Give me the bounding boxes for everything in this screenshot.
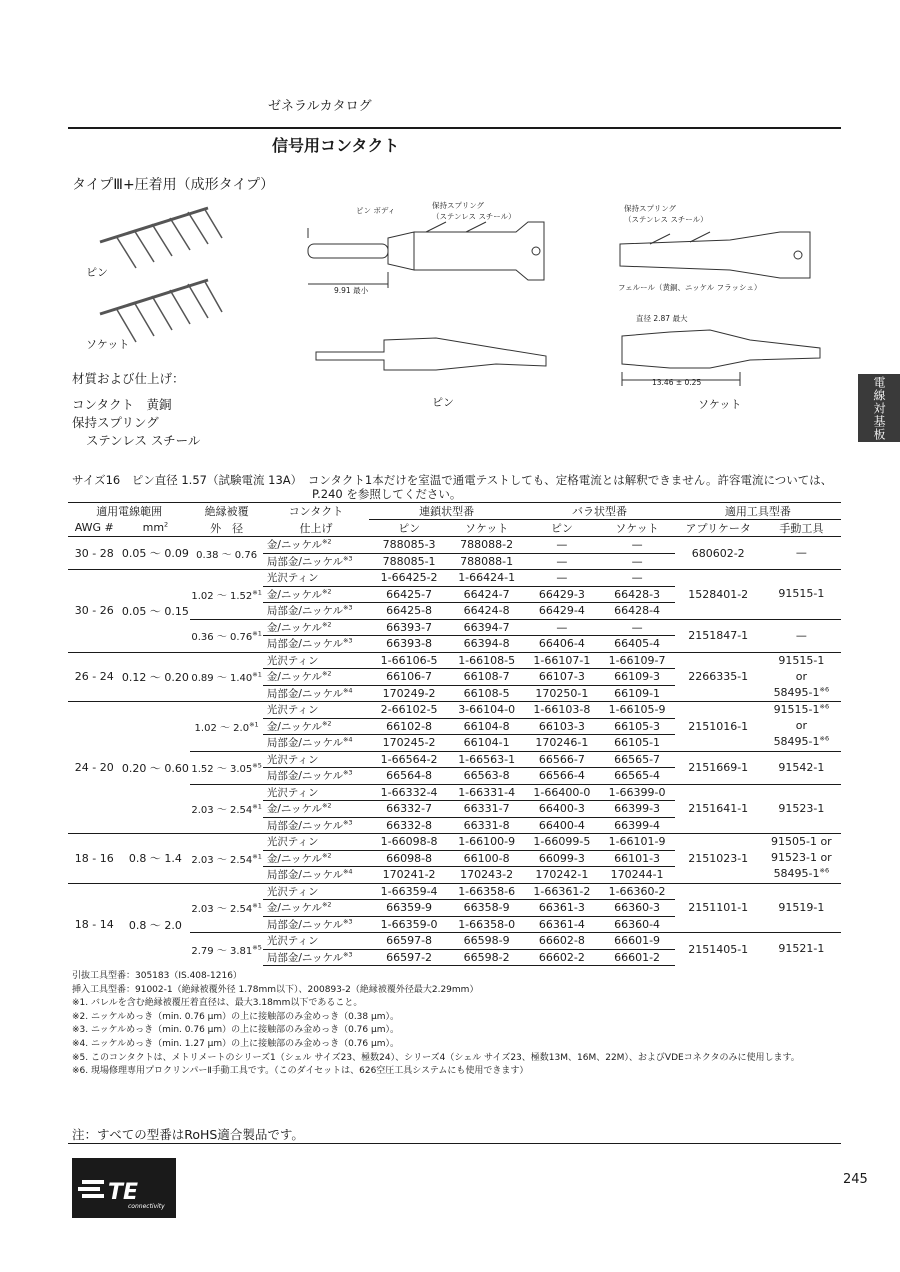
th-chain: 連鎖状型番 bbox=[369, 503, 524, 520]
th-chain-pin: ピン bbox=[369, 520, 449, 537]
cell-chain-pin: 66425-7 bbox=[369, 586, 449, 603]
cell-loose-socket: 66601-9 bbox=[599, 933, 674, 950]
cell-finish: 光沢ティン bbox=[263, 834, 369, 851]
cell-applicator: 2151405-1 bbox=[675, 933, 762, 966]
cell-loose-socket: — bbox=[599, 619, 674, 636]
th-mm2: $mm^2$ bbox=[120, 520, 190, 537]
cell-chain-pin: 788085-3 bbox=[369, 537, 449, 554]
cell-finish: 局部金/ニッケル$^{※3}$ bbox=[263, 553, 369, 570]
cell-loose-pin: 66429-3 bbox=[524, 586, 599, 603]
logo-sub: connectivity bbox=[128, 1203, 165, 1210]
page-title: 信号用コンタクト bbox=[272, 136, 400, 155]
cell-chain-pin: 66393-8 bbox=[369, 636, 449, 653]
th-diameter: 外 径 bbox=[190, 520, 262, 537]
table-header-row bbox=[68, 503, 841, 520]
cell-finish: 局部金/ニッケル$^{※3}$ bbox=[263, 636, 369, 653]
table-row bbox=[68, 537, 841, 554]
th-chain-socket: ソケット bbox=[449, 520, 524, 537]
th-loose-socket: ソケット bbox=[599, 520, 674, 537]
cell-chain-pin: 170249-2 bbox=[369, 685, 449, 702]
cell-loose-socket: 66105-1 bbox=[599, 735, 674, 752]
cell-loose-pin: 170250-1 bbox=[524, 685, 599, 702]
cell-applicator: 2266335-1 bbox=[675, 652, 762, 702]
cell-chain-pin: 66106-7 bbox=[369, 669, 449, 686]
th-awg: AWG # bbox=[68, 520, 120, 537]
cell-chain-socket: 1-66424-1 bbox=[449, 570, 524, 587]
cell-chain-socket: 788088-1 bbox=[449, 553, 524, 570]
label-diameter: 直径 2.87 最大 bbox=[636, 314, 688, 323]
cell-chain-pin: 2-66102-5 bbox=[369, 702, 449, 719]
catalog-label: ゼネラルカタログ bbox=[268, 99, 372, 114]
cell-loose-pin: 66602-8 bbox=[524, 933, 599, 950]
cell-chain-socket: 1-66563-1 bbox=[449, 751, 524, 768]
th-finish: 仕上げ bbox=[263, 520, 369, 537]
cell-chain-socket: 66424-8 bbox=[449, 603, 524, 620]
cell-insulation: 2.03 ～ 2.54$^{※1}$ bbox=[190, 834, 262, 884]
label-socket-spring-b: （ステンレス スチール） bbox=[624, 215, 708, 224]
cell-loose-pin: 170242-1 bbox=[524, 867, 599, 884]
label-dim-socket: 13.46 ± 0.25 bbox=[652, 378, 702, 387]
photo-label-pin: ピン bbox=[86, 266, 108, 279]
page-number: 245 bbox=[843, 1172, 868, 1187]
cell-finish: 局部金/ニッケル$^{※4}$ bbox=[263, 735, 369, 752]
footnote: ※4. ニッケルめっき（min. 1.27 μm）の上に接触部のみ金めっき（0.76 μm）。 bbox=[72, 1038, 399, 1049]
footnote: ※6. 現場修理専用プロクリンパーⅡ手動工具です。（このダイセットは、626空圧工具システムにも使用できます） bbox=[72, 1066, 529, 1077]
cell-chain-socket: 66331-8 bbox=[449, 817, 524, 834]
cell-hand-tool: 91542-1 bbox=[762, 751, 841, 784]
cell-loose-socket: 66109-3 bbox=[599, 669, 674, 686]
photo-label-socket: ソケット bbox=[86, 338, 130, 351]
cell-chain-socket: 66394-7 bbox=[449, 619, 524, 636]
cell-insulation: 1.02 ～ 1.52$^{※1}$ bbox=[190, 570, 262, 620]
cell-loose-socket: 66360-3 bbox=[599, 900, 674, 917]
cell-loose-socket: 66360-4 bbox=[599, 916, 674, 933]
th-insulation: 絶縁被覆 bbox=[190, 503, 262, 520]
cell-loose-pin: 66429-4 bbox=[524, 603, 599, 620]
cell-finish: 金/ニッケル$^{※2}$ bbox=[263, 619, 369, 636]
cell-loose-pin: 66400-4 bbox=[524, 817, 599, 834]
cell-chain-pin: 66393-7 bbox=[369, 619, 449, 636]
cell-chain-socket: 66394-8 bbox=[449, 636, 524, 653]
cell-finish: 局部金/ニッケル$^{※3}$ bbox=[263, 768, 369, 785]
cell-hand-tool: 91515-1 or 58495-1$^{※6}$ bbox=[762, 652, 841, 702]
rohs-note: 注：すべての型番はRoHS適合製品です。 bbox=[72, 1127, 304, 1142]
cell-finish: 局部金/ニッケル$^{※4}$ bbox=[263, 685, 369, 702]
cell-loose-pin: — bbox=[524, 553, 599, 570]
cell-hand-tool: 91521-1 bbox=[762, 933, 841, 966]
material-heading: 材質および仕上げ： bbox=[72, 371, 185, 386]
cell-chain-socket: 66563-8 bbox=[449, 768, 524, 785]
cell-chain-socket: 66104-1 bbox=[449, 735, 524, 752]
cell-chain-socket: 66598-9 bbox=[449, 933, 524, 950]
cell-chain-pin: 66359-9 bbox=[369, 900, 449, 917]
cell-hand-tool: 91515-1$^{※6}$ or 58495-1$^{※6}$ bbox=[762, 702, 841, 752]
table-row bbox=[68, 883, 841, 900]
cell-loose-pin: — bbox=[524, 619, 599, 636]
side-tab[interactable]: 電線対基板 bbox=[858, 374, 900, 442]
size-info-line1: サイズ16 ピン直径 1.57（試験電流 13A） コンタクト1本だけを室温で通電テストしても、定格電流とは解釈できません。許容電流については、 bbox=[72, 473, 833, 487]
cell-finish: 金/ニッケル$^{※2}$ bbox=[263, 586, 369, 603]
label-ferrule: フェルール（黄銅、ニッケル フラッシュ） bbox=[618, 283, 762, 292]
cell-finish: 金/ニッケル$^{※2}$ bbox=[263, 718, 369, 735]
cell-chain-socket: 66598-2 bbox=[449, 949, 524, 966]
socket-drawing bbox=[610, 224, 840, 396]
cell-chain-pin: 66102-8 bbox=[369, 718, 449, 735]
cell-chain-pin: 1-66098-8 bbox=[369, 834, 449, 851]
cell-chain-pin: 170241-2 bbox=[369, 867, 449, 884]
cell-chain-pin: 1-66564-2 bbox=[369, 751, 449, 768]
cell-loose-pin: 1-66107-1 bbox=[524, 652, 599, 669]
th-tooling: 適用工具型番 bbox=[675, 503, 841, 520]
cell-chain-socket: 1-66108-5 bbox=[449, 652, 524, 669]
th-wire-range: 適用電線範囲 bbox=[68, 503, 190, 520]
cell-finish: 局部金/ニッケル$^{※3}$ bbox=[263, 916, 369, 933]
cell-loose-socket: 66399-4 bbox=[599, 817, 674, 834]
cell-loose-pin: 66406-4 bbox=[524, 636, 599, 653]
footnote: ※5. このコンタクトは、メトリメートのシリーズ1（シェル サイズ23、極数24）、シリーズ4（シェル サイズ23、極数13M、16M、22M）、およびVDEコネクタのみに使用します。 bbox=[72, 1052, 800, 1063]
cell-finish: 局部金/ニッケル$^{※3}$ bbox=[263, 817, 369, 834]
cell-chain-socket: 66331-7 bbox=[449, 801, 524, 818]
cell-awg: 24 - 20 bbox=[68, 702, 120, 834]
cell-awg: 30 - 26 bbox=[68, 570, 120, 653]
cell-hand-tool: 91515-1 bbox=[762, 570, 841, 620]
table-row bbox=[68, 570, 841, 587]
cell-loose-pin: 66103-3 bbox=[524, 718, 599, 735]
cell-chain-pin: 66597-8 bbox=[369, 933, 449, 950]
cell-loose-pin: 66099-3 bbox=[524, 850, 599, 867]
cell-chain-socket: 66108-7 bbox=[449, 669, 524, 686]
cell-loose-pin: — bbox=[524, 537, 599, 554]
cell-awg: 30 - 28 bbox=[68, 537, 120, 570]
cell-finish: 金/ニッケル$^{※2}$ bbox=[263, 537, 369, 554]
cell-insulation: 0.36 ～ 0.76$^{※1}$ bbox=[190, 619, 262, 652]
cell-chain-pin: 66332-8 bbox=[369, 817, 449, 834]
cell-insulation: 1.52 ～ 3.05$^{※5}$ bbox=[190, 751, 262, 784]
cell-mm2: 0.8 ～ 2.0 bbox=[120, 883, 190, 966]
cell-insulation: 1.02 ～ 2.0$^{※1}$ bbox=[190, 702, 262, 752]
label-spring-a: 保持スプリング bbox=[432, 201, 485, 210]
cell-finish: 光沢ティン bbox=[263, 751, 369, 768]
cell-insulation: 0.89 ～ 1.40$^{※1}$ bbox=[190, 652, 262, 702]
bottom-rule bbox=[68, 1143, 841, 1144]
cell-finish: 局部金/ニッケル$^{※3}$ bbox=[263, 603, 369, 620]
cell-finish: 局部金/ニッケル$^{※3}$ bbox=[263, 949, 369, 966]
cell-loose-socket: 170244-1 bbox=[599, 867, 674, 884]
size-info-line2: P.240 を参照してください。 bbox=[312, 487, 462, 501]
te-logo-icon bbox=[72, 1158, 176, 1218]
cell-loose-socket: 1-66101-9 bbox=[599, 834, 674, 851]
cell-applicator: 2151023-1 bbox=[675, 834, 762, 884]
footnote: 引抜工具型番：305183（IS.408-1216） bbox=[72, 971, 242, 981]
cell-loose-socket: 66428-4 bbox=[599, 603, 674, 620]
cell-loose-pin: 66361-4 bbox=[524, 916, 599, 933]
cell-finish: 金/ニッケル$^{※2}$ bbox=[263, 900, 369, 917]
pin-drawing bbox=[296, 208, 566, 408]
cell-loose-pin: 66602-2 bbox=[524, 949, 599, 966]
cell-loose-socket: — bbox=[599, 537, 674, 554]
cell-chain-pin: 170245-2 bbox=[369, 735, 449, 752]
footnote: 挿入工具型番：91002-1（絶縁被覆外径 1.78mm以下）、200893-2（絶縁被覆外径最大2.29mm） bbox=[72, 984, 479, 995]
cell-finish: 金/ニッケル$^{※2}$ bbox=[263, 669, 369, 686]
te-logo bbox=[72, 1158, 176, 1218]
cell-chain-socket: 170243-2 bbox=[449, 867, 524, 884]
cell-insulation: 0.38 ～ 0.76 bbox=[190, 537, 262, 570]
cell-chain-pin: 1-66106-5 bbox=[369, 652, 449, 669]
cell-chain-socket: 3-66104-0 bbox=[449, 702, 524, 719]
cell-chain-pin: 66332-7 bbox=[369, 801, 449, 818]
cell-loose-pin: 66566-4 bbox=[524, 768, 599, 785]
label-spring-b: （ステンレス スチール） bbox=[432, 212, 516, 221]
cell-loose-socket: 1-66105-9 bbox=[599, 702, 674, 719]
cell-loose-socket: 66399-3 bbox=[599, 801, 674, 818]
material-spring: 保持スプリング bbox=[72, 415, 159, 430]
th-loose-pin: ピン bbox=[524, 520, 599, 537]
cell-hand-tool: — bbox=[762, 619, 841, 652]
cell-insulation: 2.03 ～ 2.54$^{※1}$ bbox=[190, 784, 262, 834]
cell-finish: 光沢ティン bbox=[263, 784, 369, 801]
table-row bbox=[68, 702, 841, 719]
cell-loose-socket: 66109-1 bbox=[599, 685, 674, 702]
spec-table bbox=[68, 502, 841, 966]
cell-chain-socket: 1-66331-4 bbox=[449, 784, 524, 801]
cell-loose-socket: 66105-3 bbox=[599, 718, 674, 735]
cell-chain-pin: 1-66359-4 bbox=[369, 883, 449, 900]
cell-chain-socket: 1-66100-9 bbox=[449, 834, 524, 851]
cell-loose-socket: 1-66399-0 bbox=[599, 784, 674, 801]
contact-photos bbox=[98, 202, 228, 352]
cell-loose-socket: 66101-3 bbox=[599, 850, 674, 867]
cell-mm2: 0.8 ～ 1.4 bbox=[120, 834, 190, 884]
label-pin-body: ピン ボディ bbox=[356, 206, 396, 215]
cell-mm2: 0.20 ～ 0.60 bbox=[120, 702, 190, 834]
th-hand-tool: 手動工具 bbox=[762, 520, 841, 537]
cell-loose-pin: 66361-3 bbox=[524, 900, 599, 917]
cell-chain-socket: 66424-7 bbox=[449, 586, 524, 603]
cell-awg: 18 - 16 bbox=[68, 834, 120, 884]
cell-loose-socket: 66428-3 bbox=[599, 586, 674, 603]
cell-chain-pin: 788085-1 bbox=[369, 553, 449, 570]
cell-finish: 光沢ティン bbox=[263, 652, 369, 669]
cell-loose-pin: 170246-1 bbox=[524, 735, 599, 752]
label-socket-spring-a: 保持スプリング bbox=[624, 204, 677, 213]
cell-loose-pin: 66400-3 bbox=[524, 801, 599, 818]
cell-chain-pin: 66098-8 bbox=[369, 850, 449, 867]
cell-applicator: 2151847-1 bbox=[675, 619, 762, 652]
cell-hand-tool: 91519-1 bbox=[762, 883, 841, 933]
footnote: ※1. バレルを含む絶縁被覆圧着直径は、最大3.18mm以下であること。 bbox=[72, 998, 363, 1009]
cell-mm2: 0.05 ～ 0.15 bbox=[120, 570, 190, 653]
cell-loose-socket: 1-66109-7 bbox=[599, 652, 674, 669]
cell-loose-socket: 66565-7 bbox=[599, 751, 674, 768]
cell-loose-pin: 66566-7 bbox=[524, 751, 599, 768]
cell-loose-socket: 66565-4 bbox=[599, 768, 674, 785]
cell-finish: 金/ニッケル$^{※2}$ bbox=[263, 801, 369, 818]
cell-hand-tool: 91505-1 or 91523-1 or 58495-1$^{※6}$ bbox=[762, 834, 841, 884]
table-row bbox=[68, 834, 841, 851]
cell-awg: 26 - 24 bbox=[68, 652, 120, 702]
cell-chain-socket: 66358-9 bbox=[449, 900, 524, 917]
cell-loose-pin: — bbox=[524, 570, 599, 587]
label-dim-pin: 9.91 最小 bbox=[334, 286, 369, 295]
cell-finish: 局部金/ニッケル$^{※4}$ bbox=[263, 867, 369, 884]
cell-finish: 光沢ティン bbox=[263, 883, 369, 900]
cell-mm2: 0.12 ～ 0.20 bbox=[120, 652, 190, 702]
cell-loose-pin: 1-66400-0 bbox=[524, 784, 599, 801]
caption-socket: ソケット bbox=[698, 398, 742, 411]
cell-finish: 金/ニッケル$^{※2}$ bbox=[263, 850, 369, 867]
cell-applicator: 2151016-1 bbox=[675, 702, 762, 752]
cell-chain-pin: 66564-8 bbox=[369, 768, 449, 785]
cell-applicator: 2151669-1 bbox=[675, 751, 762, 784]
cell-loose-socket: — bbox=[599, 570, 674, 587]
cell-applicator: 680602-2 bbox=[675, 537, 762, 570]
material-block bbox=[72, 370, 200, 450]
cell-finish: 光沢ティン bbox=[263, 702, 369, 719]
cell-chain-socket: 66104-8 bbox=[449, 718, 524, 735]
logo-text: TE bbox=[108, 1180, 139, 1205]
footnote: ※2. ニッケルめっき（min. 0.76 μm）の上に接触部のみ金めっき（0.38 μm）。 bbox=[72, 1011, 399, 1022]
th-applicator: アプリケータ bbox=[675, 520, 762, 537]
cell-chain-pin: 1-66359-0 bbox=[369, 916, 449, 933]
material-spring-mat: ステンレス スチール bbox=[86, 433, 201, 448]
cell-chain-pin: 66425-8 bbox=[369, 603, 449, 620]
th-loose: バラ状型番 bbox=[524, 503, 674, 520]
footnotes bbox=[72, 970, 800, 1079]
cell-insulation: 2.03 ～ 2.54$^{※1}$ bbox=[190, 883, 262, 933]
cell-chain-socket: 788088-2 bbox=[449, 537, 524, 554]
cell-loose-pin: 66107-3 bbox=[524, 669, 599, 686]
footnote: ※3. ニッケルめっき（min. 0.76 μm）の上に接触部のみ金めっき（0.76 μm）。 bbox=[72, 1025, 399, 1036]
title-rule bbox=[68, 127, 841, 129]
cell-chain-socket: 1-66358-6 bbox=[449, 883, 524, 900]
cell-loose-socket: 66601-2 bbox=[599, 949, 674, 966]
cell-hand-tool: 91523-1 bbox=[762, 784, 841, 834]
cell-loose-socket: — bbox=[599, 553, 674, 570]
cell-applicator: 2151101-1 bbox=[675, 883, 762, 933]
table-row bbox=[68, 652, 841, 669]
cell-applicator: 2151641-1 bbox=[675, 784, 762, 834]
cell-applicator: 1528401-2 bbox=[675, 570, 762, 620]
th-contact: コンタクト bbox=[263, 503, 369, 520]
cell-loose-pin: 1-66103-8 bbox=[524, 702, 599, 719]
cell-loose-pin: 1-66099-5 bbox=[524, 834, 599, 851]
cell-awg: 18 - 14 bbox=[68, 883, 120, 966]
cell-loose-socket: 66405-4 bbox=[599, 636, 674, 653]
table-subheader-row bbox=[68, 520, 841, 537]
cell-chain-socket: 66108-5 bbox=[449, 685, 524, 702]
cell-finish: 光沢ティン bbox=[263, 933, 369, 950]
cell-loose-socket: 1-66360-2 bbox=[599, 883, 674, 900]
cell-chain-pin: 1-66425-2 bbox=[369, 570, 449, 587]
cell-hand-tool: — bbox=[762, 537, 841, 570]
caption-pin: ピン bbox=[432, 396, 454, 409]
cell-chain-socket: 1-66358-0 bbox=[449, 916, 524, 933]
cell-mm2: 0.05 ～ 0.09 bbox=[120, 537, 190, 570]
cell-loose-pin: 1-66361-2 bbox=[524, 883, 599, 900]
cell-chain-socket: 66100-8 bbox=[449, 850, 524, 867]
cell-chain-pin: 1-66332-4 bbox=[369, 784, 449, 801]
material-contact: コンタクト 黄銅 bbox=[72, 397, 172, 412]
cell-finish: 光沢ティン bbox=[263, 570, 369, 587]
cell-insulation: 2.79 ～ 3.81$^{※5}$ bbox=[190, 933, 262, 966]
type-heading: タイプⅢ+圧着用（成形タイプ） bbox=[72, 177, 275, 193]
cell-chain-pin: 66597-2 bbox=[369, 949, 449, 966]
